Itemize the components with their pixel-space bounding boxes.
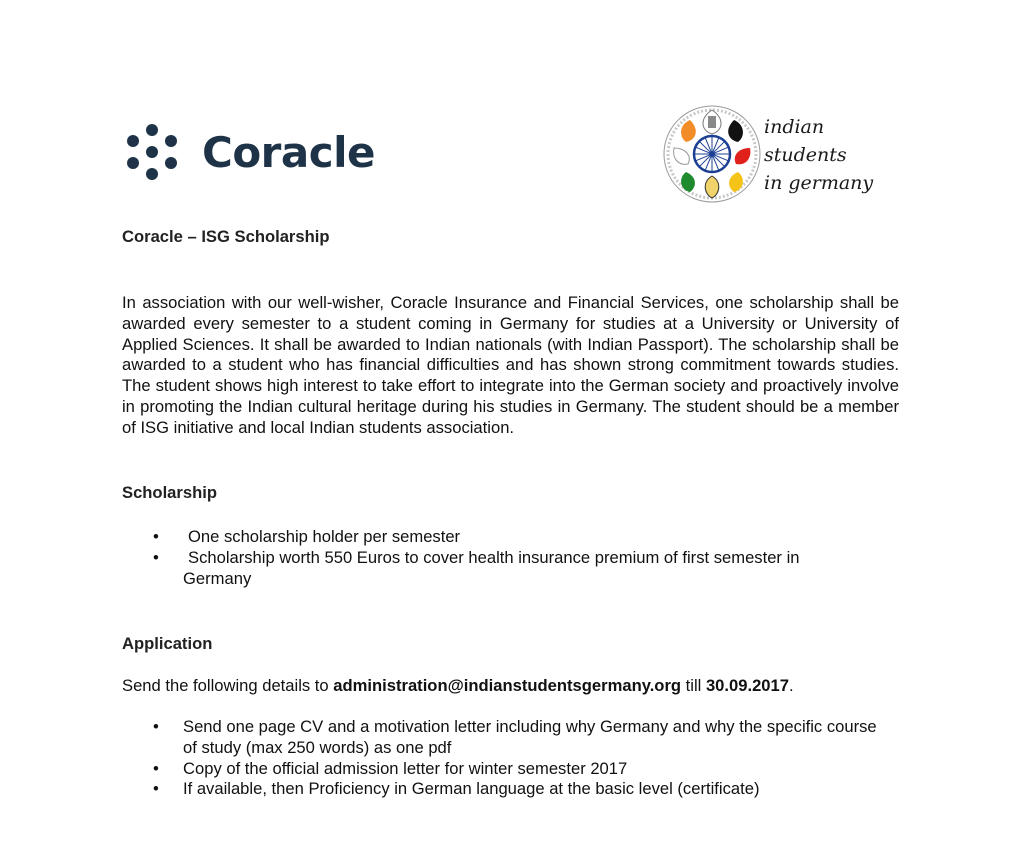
deadline-date: 30.09.2017	[705, 676, 789, 695]
bullet-icon: •	[153, 527, 159, 546]
isg-logo	[662, 100, 873, 206]
list-item: • If available, then Proficiency in German language at the basic level (certificate)	[153, 779, 760, 799]
list-item: • Send one page CV and a motivation letter including why Germany and why the specific course of study (max 250 words) as one pdf	[153, 717, 877, 757]
intro-paragraph: In association with our well-wisher, Coracle Insurance and Financial Services, one scholarship shall be awarded every semester to a student coming in Germany for studies at a University or University of Applied Sciences. It shall be awarded to Indian nationals (with Indian Passport). The scholarship shall be awarded to a student who has financial difficulties and has shown strong commitment towards studies. The student shows high interest to take effort to integrate into the German society and proactively involve in promoting the Indian cultural heritage during his studies in Germany. The student should be a member of ISG initiative and local Indian students association.	[122, 293, 899, 437]
isg-wordmark	[764, 113, 873, 197]
isg-emblem-icon	[662, 100, 762, 206]
bullet-icon: •	[153, 779, 159, 799]
coracle-logo	[124, 124, 375, 180]
application-instructions: Send the following details to administration@indianstudentsgermany.org till 30.09.2017.	[122, 676, 794, 695]
bullet-icon: •	[153, 717, 159, 736]
application-heading: Application	[122, 634, 213, 653]
coracle-logo-icon	[124, 124, 180, 180]
isg-line-1: indian	[764, 116, 825, 138]
contact-email: administration@indianstudentsgermany.org	[333, 676, 682, 695]
isg-line-2: students	[764, 144, 847, 166]
list-item: • Copy of the official admission letter for winter semester 2017	[153, 758, 628, 778]
scholarship-list	[122, 527, 882, 589]
list-item: • Scholarship worth 550 Euros to cover health insurance premium of first semester in Germany	[153, 547, 800, 588]
isg-line-3: in germany	[764, 172, 874, 194]
coracle-wordmark: Coracle	[202, 127, 376, 177]
application-list	[122, 717, 882, 800]
list-item: • One scholarship holder per semester	[153, 527, 461, 546]
document-title: Coracle – ISG Scholarship	[122, 227, 330, 246]
scholarship-heading: Scholarship	[122, 483, 217, 502]
bullet-icon: •	[153, 547, 159, 567]
bullet-icon: •	[153, 758, 159, 778]
